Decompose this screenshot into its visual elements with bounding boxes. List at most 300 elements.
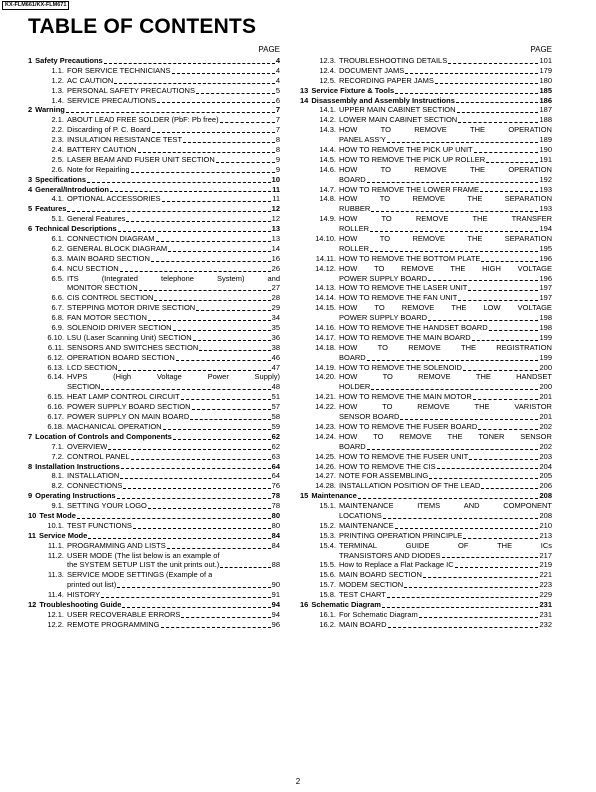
toc-entry-page: 4 — [275, 55, 280, 65]
toc-entry[interactable] — [28, 214, 280, 224]
toc-entry-title: USER MODE (The list below is an example of — [67, 550, 220, 560]
page-title: TABLE OF CONTENTS — [28, 15, 257, 38]
toc-entry-title: TRANSISTORS AND DIODES — [339, 550, 441, 560]
page-number: 2 — [295, 777, 301, 786]
toc-entry[interactable] — [300, 165, 552, 175]
toc-entry-word: REMOVE — [399, 431, 432, 441]
toc-entry[interactable] — [300, 343, 552, 353]
toc-entry-page: 4 — [275, 75, 280, 85]
toc-entry[interactable] — [28, 501, 280, 511]
toc-entry[interactable] — [300, 511, 552, 521]
toc-entry[interactable] — [300, 145, 552, 155]
toc-entry-number: 6.14. — [47, 372, 64, 382]
dot-leader — [193, 340, 271, 341]
toc-entry[interactable] — [28, 283, 280, 293]
toc-entry[interactable] — [300, 303, 552, 313]
dot-leader — [358, 498, 539, 499]
toc-entry-page: 76 — [271, 481, 280, 491]
toc-entry-word: TO — [382, 402, 393, 412]
toc-entry-word: and — [267, 273, 280, 283]
toc-entry-title: MACHANICAL OPERATION — [67, 421, 162, 431]
toc-entry[interactable] — [28, 194, 280, 204]
toc-entry[interactable] — [28, 471, 280, 481]
toc-entry[interactable] — [28, 560, 280, 570]
toc-entry-page: 78 — [271, 501, 280, 511]
dot-leader — [370, 251, 538, 252]
toc-entry-title: ROLLER — [339, 224, 370, 234]
toc-entry-word: GUIDE — [405, 540, 430, 550]
toc-entry-word: THE — [451, 303, 467, 313]
toc-entry-number: 15.7. — [319, 580, 336, 590]
toc-entry-number: 15.6. — [319, 570, 336, 580]
toc-entry-word: REMOVE — [414, 125, 447, 135]
toc-entry[interactable] — [28, 264, 280, 274]
toc-entry[interactable] — [28, 254, 280, 264]
toc-entry-title: OPTIONAL ACCESSORIES — [67, 194, 161, 204]
dot-leader — [382, 607, 539, 608]
toc-entry-title: Test Mode — [39, 510, 76, 520]
toc-entry[interactable] — [300, 115, 552, 125]
toc-entry[interactable] — [28, 323, 280, 333]
toc-entry-page: 193 — [539, 184, 552, 194]
toc-entry-number: 14.5. — [319, 154, 336, 164]
toc-entry-page: 8 — [275, 135, 280, 145]
toc-entry-word: SEPARATION — [504, 234, 552, 244]
toc-entry[interactable] — [28, 600, 280, 610]
dot-leader — [442, 557, 539, 558]
toc-entry-word: VOLTAGE — [517, 263, 552, 273]
toc-entry[interactable] — [300, 155, 552, 165]
toc-entry-title: PANEL ASS'Y — [339, 135, 386, 145]
toc-entry[interactable] — [28, 56, 280, 66]
toc-entry[interactable] — [300, 501, 552, 511]
toc-entry-title: SERVICE PRECAUTIONS — [67, 95, 157, 105]
dot-leader — [371, 211, 538, 212]
toc-entry-number: 6.1. — [51, 234, 64, 244]
dot-leader — [173, 439, 271, 440]
toc-entry-word: THE — [460, 342, 476, 352]
toc-entry-title: RECORDING PAPER JAMS — [339, 75, 434, 85]
toc-entry[interactable] — [28, 293, 280, 303]
dot-leader — [110, 191, 271, 192]
dot-leader — [163, 429, 271, 430]
dot-leader — [66, 112, 275, 113]
toc-entry[interactable] — [28, 551, 280, 561]
toc-entry-title: HOW TO REMOVE THE MAIN MOTOR — [339, 392, 472, 402]
dot-leader — [481, 488, 538, 489]
toc-entry[interactable] — [300, 600, 552, 610]
toc-entry[interactable] — [300, 185, 552, 195]
toc-entry[interactable] — [28, 442, 280, 452]
toc-entry-word: TO — [379, 234, 391, 244]
toc-entry[interactable] — [28, 462, 280, 472]
toc-entry[interactable] — [28, 541, 280, 551]
toc-entry[interactable] — [300, 244, 552, 254]
toc-entry-number: 14.12. — [315, 263, 336, 273]
toc-entry-title: OVERVIEW — [67, 441, 108, 451]
dot-leader — [122, 607, 270, 608]
toc-entry-number: 15.4. — [319, 540, 336, 550]
toc-entry[interactable] — [300, 214, 552, 224]
toc-entry-page: 187 — [539, 105, 552, 115]
toc-entry[interactable] — [300, 353, 552, 363]
toc-entry-number: 11 — [28, 530, 36, 540]
toc-entry[interactable] — [28, 412, 280, 422]
toc-entry-number: 16.2. — [319, 619, 336, 629]
toc-entry-word: REMOVE — [415, 214, 449, 224]
toc-entry-word: THE — [497, 540, 513, 550]
toc-entry-title: HOW TO REMOVE THE MAIN BOARD — [339, 332, 471, 342]
toc-entry-word: TO — [382, 372, 393, 382]
toc-entry[interactable] — [300, 481, 552, 491]
toc-entry[interactable] — [300, 392, 552, 402]
toc-entry[interactable] — [28, 580, 280, 590]
toc-entry-number: 14.27. — [315, 471, 336, 481]
toc-entry-title — [339, 303, 552, 313]
toc-entry[interactable] — [28, 145, 280, 155]
dot-leader — [435, 83, 539, 84]
toc-entry[interactable] — [300, 204, 552, 214]
dot-leader — [474, 152, 539, 153]
toc-entry-title: LOCATIONS — [339, 510, 382, 520]
toc-entry[interactable] — [28, 155, 280, 165]
toc-entry[interactable] — [300, 570, 552, 580]
toc-entry-page: 12 — [271, 204, 280, 214]
toc-entry-title: Location of Controls and Components — [35, 431, 172, 441]
toc-entry[interactable] — [300, 491, 552, 501]
toc-entry-number: 15.3. — [319, 530, 336, 540]
toc-entry[interactable] — [300, 580, 552, 590]
toc-entry-title: PERSONAL SAFETY PRECAUTIONS — [67, 85, 195, 95]
toc-entry[interactable] — [300, 194, 552, 204]
dot-leader — [481, 261, 538, 262]
toc-entry-title: SETTING YOUR LOGO — [67, 501, 147, 511]
dot-leader — [480, 191, 538, 192]
dot-leader — [216, 162, 275, 163]
toc-entry-number: 4.1. — [51, 194, 64, 204]
toc-entry[interactable] — [300, 452, 552, 462]
toc-entry[interactable] — [28, 105, 280, 115]
toc-entry-page: 198 — [539, 323, 552, 333]
toc-entry[interactable] — [300, 541, 552, 551]
toc-entry-word: ICs — [540, 540, 552, 550]
toc-entry-title: POWER SUPPLY BOARD — [339, 273, 428, 283]
dot-leader — [473, 399, 539, 400]
toc-entry[interactable] — [300, 422, 552, 432]
toc-entry[interactable] — [28, 590, 280, 600]
toc-entry[interactable] — [300, 333, 552, 343]
toc-entry[interactable] — [28, 96, 280, 106]
toc-entry-page: 51 — [271, 392, 280, 402]
toc-entry[interactable] — [28, 363, 280, 373]
toc-entry-page: 208 — [539, 510, 552, 520]
toc-entry[interactable] — [300, 373, 552, 383]
toc-entry[interactable] — [300, 125, 552, 135]
dot-leader — [367, 360, 539, 361]
toc-entry-title: BATTERY CAUTION — [67, 145, 137, 154]
toc-entry-word: THE — [470, 164, 486, 174]
toc-entry-number: 14.17. — [315, 332, 336, 342]
toc-entry-title — [339, 343, 552, 353]
toc-entry[interactable] — [300, 432, 552, 442]
model-tag: KX-FLM661/KX-FLM671 — [2, 1, 69, 10]
toc-entry-word: TERMINAL — [339, 540, 377, 550]
toc-entry-title: the SYSTEM SETUP LIST the unit prints out.) — [67, 560, 220, 570]
toc-entry-page: 232 — [539, 619, 552, 629]
toc-entry-title: USER RECOVERABLE ERRORS — [67, 609, 181, 619]
dot-leader — [87, 182, 271, 183]
toc-entry-page: 78 — [271, 491, 280, 501]
toc-entry-title: INSTALLATION — [67, 471, 120, 481]
toc-entry-word: REMOVE — [401, 303, 435, 313]
toc-entry-number: 6.6. — [51, 293, 64, 303]
toc-entry[interactable] — [300, 293, 552, 303]
toc-entry[interactable] — [28, 274, 280, 284]
toc-entry-title: SENSOR BOARD — [339, 412, 400, 422]
toc-entry-page: 90 — [271, 580, 280, 590]
toc-entry-title: HOLDER — [339, 382, 371, 392]
toc-entry[interactable] — [28, 452, 280, 462]
toc-entry[interactable] — [28, 620, 280, 630]
toc-entry-title: Discarding of P. C. Board — [67, 125, 151, 135]
toc-entry-title: CONNECTION DIAGRAM — [67, 234, 155, 244]
toc-entry-title: RUBBER — [339, 204, 371, 214]
dot-leader — [486, 162, 538, 163]
toc-entry[interactable] — [28, 86, 280, 96]
toc-entry[interactable] — [300, 471, 552, 481]
toc-entry-title: Disassembly and Assembly Instructions — [311, 95, 455, 105]
toc-entry-number: 12 — [28, 599, 37, 609]
toc-entry-title: LSU (Laser Scanning Unit) SECTION — [67, 332, 192, 342]
dot-leader — [220, 567, 270, 568]
toc-entry-word: TO — [374, 303, 385, 313]
toc-entry[interactable] — [28, 234, 280, 244]
toc-entry-number: 6.8. — [51, 313, 64, 323]
dot-leader — [67, 211, 270, 212]
toc-entry[interactable] — [300, 283, 552, 293]
toc-entry-page: 205 — [539, 471, 552, 481]
dot-leader — [395, 528, 539, 529]
toc-entry[interactable] — [300, 531, 552, 541]
toc-entry-page: 229 — [539, 590, 552, 600]
toc-entry-page: 35 — [271, 323, 280, 333]
toc-entry-word: HOW — [339, 402, 358, 412]
toc-entry[interactable] — [300, 234, 552, 244]
toc-entry[interactable] — [28, 66, 280, 76]
dot-leader — [192, 409, 271, 410]
toc-entry-word: THE — [474, 402, 490, 412]
toc-entry[interactable] — [300, 610, 552, 620]
toc-entry[interactable] — [300, 323, 552, 333]
toc-entry[interactable] — [28, 204, 280, 214]
toc-entry[interactable] — [28, 224, 280, 234]
toc-entry-number: 14.9. — [319, 214, 336, 224]
toc-entry[interactable] — [300, 105, 552, 115]
toc-entry-word: THE — [450, 263, 466, 273]
toc-entry[interactable] — [28, 353, 280, 363]
toc-entry-number: 15.5. — [319, 560, 336, 570]
toc-entry[interactable] — [300, 274, 552, 284]
dot-leader — [455, 567, 539, 568]
toc-entry[interactable] — [28, 570, 280, 580]
toc-entry-title — [339, 194, 552, 204]
toc-entry-page: 217 — [539, 550, 552, 560]
toc-entry-page: 199 — [539, 332, 552, 342]
toc-entry-word: OF — [458, 540, 469, 550]
toc-entry[interactable] — [300, 402, 552, 412]
toc-entry-number: 15 — [300, 491, 309, 501]
toc-entry-title: PROGRAMMING AND LISTS — [67, 540, 166, 550]
toc-entry-number: 6.4. — [51, 263, 64, 273]
toc-entry[interactable] — [28, 531, 280, 541]
toc-entry-title — [339, 214, 552, 224]
toc-entry-page: 59 — [271, 421, 280, 431]
dot-leader — [168, 251, 270, 252]
toc-entry[interactable] — [300, 175, 552, 185]
toc-entry[interactable] — [28, 76, 280, 86]
dot-leader — [463, 370, 539, 371]
toc-entry-title — [339, 125, 552, 135]
toc-entry-title: Note for Repairling — [67, 164, 130, 174]
toc-entry-word: VOLTAGE — [517, 303, 552, 313]
toc-entry[interactable] — [300, 382, 552, 392]
toc-entry-page: 96 — [271, 619, 280, 629]
toc-entry-title: NOTE FOR ASSEMBLING — [339, 471, 429, 481]
toc-entry[interactable] — [28, 610, 280, 620]
toc-entry[interactable] — [300, 66, 552, 76]
dot-leader — [121, 468, 271, 469]
toc-entry-page: 189 — [539, 135, 552, 145]
toc-entry[interactable] — [28, 392, 280, 402]
toc-entry[interactable] — [300, 313, 552, 323]
toc-entry-title: LOWER MAIN CABINET SECTION — [339, 115, 458, 125]
toc-entry[interactable] — [300, 254, 552, 264]
toc-entry-word: COMPONENT — [503, 501, 552, 511]
toc-entry[interactable] — [28, 135, 280, 145]
toc-entry-number: 6.15. — [47, 392, 64, 402]
toc-entry[interactable] — [300, 590, 552, 600]
dot-leader — [458, 122, 538, 123]
toc-entry-number: 14.22. — [315, 402, 336, 412]
toc-entry[interactable] — [28, 422, 280, 432]
toc-entry[interactable] — [300, 96, 552, 106]
toc-entry[interactable] — [28, 402, 280, 412]
dot-leader — [114, 83, 275, 84]
toc-entry[interactable] — [28, 333, 280, 343]
toc-entry[interactable] — [28, 511, 280, 521]
toc-entry-number: 6.10. — [47, 332, 64, 342]
toc-entry[interactable] — [28, 303, 280, 313]
toc-entry-title — [339, 432, 552, 442]
toc-entry-number: 6.5. — [51, 273, 64, 283]
toc-entry[interactable] — [28, 185, 280, 195]
toc-entry[interactable] — [300, 224, 552, 234]
toc-entry[interactable] — [28, 125, 280, 135]
toc-entry-word: HVPS — [67, 372, 88, 382]
toc-entry-page: 202 — [539, 421, 552, 431]
toc-entry-number: 14.15. — [315, 303, 336, 313]
toc-entry[interactable] — [28, 115, 280, 125]
toc-entry[interactable] — [28, 481, 280, 491]
toc-entry[interactable] — [300, 264, 552, 274]
toc-entry-number: 14.20. — [315, 372, 336, 382]
dot-leader — [157, 102, 275, 103]
toc-entry-title: Operating Instructions — [35, 491, 116, 501]
toc-entry[interactable] — [300, 86, 552, 96]
toc-entry[interactable] — [28, 382, 280, 392]
toc-entry-word: TO — [380, 164, 391, 174]
toc-entry-page: 80 — [271, 520, 280, 530]
toc-entry-word: HOW — [339, 342, 358, 352]
dot-leader — [118, 370, 270, 371]
toc-entry-page: 194 — [539, 224, 552, 234]
toc-entry-page: 213 — [539, 530, 552, 540]
toc-entry-page: 192 — [539, 174, 552, 184]
toc-entry-number: 14.18. — [315, 342, 336, 352]
toc-entry-page: 223 — [539, 580, 552, 590]
toc-entry-page: 199 — [539, 352, 552, 362]
toc-entry-number: 14.28. — [315, 481, 336, 491]
toc-entry[interactable] — [28, 491, 280, 501]
toc-entry[interactable] — [28, 373, 280, 383]
toc-entry-title: HOW TO REMOVE THE LASER UNIT — [339, 283, 468, 293]
dot-leader — [126, 221, 270, 222]
toc-entry[interactable] — [300, 442, 552, 452]
toc-entry[interactable] — [28, 175, 280, 185]
toc-entry[interactable] — [300, 551, 552, 561]
toc-entry-word: HANDSET — [516, 372, 552, 382]
toc-entry[interactable] — [28, 313, 280, 323]
toc-entry[interactable] — [300, 462, 552, 472]
toc-entry-page: 231 — [539, 599, 552, 609]
toc-entry-number: 10.1. — [47, 520, 64, 530]
toc-entry-word: Supply) — [254, 372, 280, 382]
dot-leader — [428, 280, 538, 281]
toc-entry-title: HOW TO REMOVE THE BOTTOM PLATE — [339, 253, 481, 263]
toc-entry-word: ITS — [67, 273, 79, 283]
toc-entry-number: 12.5. — [319, 75, 336, 85]
toc-entry-number: 1 — [28, 55, 33, 65]
toc-entry-page: 191 — [539, 154, 552, 164]
toc-entry-number: 4 — [28, 184, 33, 194]
toc-entry-title — [339, 402, 552, 412]
toc-entry-word: TONER — [478, 431, 505, 441]
toc-entry[interactable] — [300, 620, 552, 630]
toc-entry[interactable] — [28, 432, 280, 442]
dot-leader — [400, 419, 538, 420]
toc-entry[interactable] — [28, 521, 280, 531]
toc-entry[interactable] — [300, 76, 552, 86]
toc-entry[interactable] — [28, 244, 280, 254]
toc-entry-title: HOW TO REMOVE THE HANDSET BOARD — [339, 323, 488, 333]
toc-entry-number: 14.14. — [315, 293, 336, 303]
dot-leader — [108, 449, 270, 450]
toc-entry[interactable] — [300, 412, 552, 422]
dot-leader — [367, 449, 539, 450]
toc-entry[interactable] — [300, 56, 552, 66]
toc-entry[interactable] — [300, 521, 552, 531]
toc-entry[interactable] — [28, 165, 280, 175]
dot-leader — [120, 271, 271, 272]
toc-entry-page: 180 — [539, 75, 552, 85]
toc-entry-number: 9 — [28, 491, 33, 501]
toc-entry[interactable] — [28, 343, 280, 353]
toc-entry[interactable] — [300, 363, 552, 373]
toc-entry[interactable] — [300, 560, 552, 570]
toc-entry[interactable] — [300, 135, 552, 145]
toc-entry-number: 6.9. — [51, 323, 64, 333]
dot-leader — [463, 538, 538, 539]
